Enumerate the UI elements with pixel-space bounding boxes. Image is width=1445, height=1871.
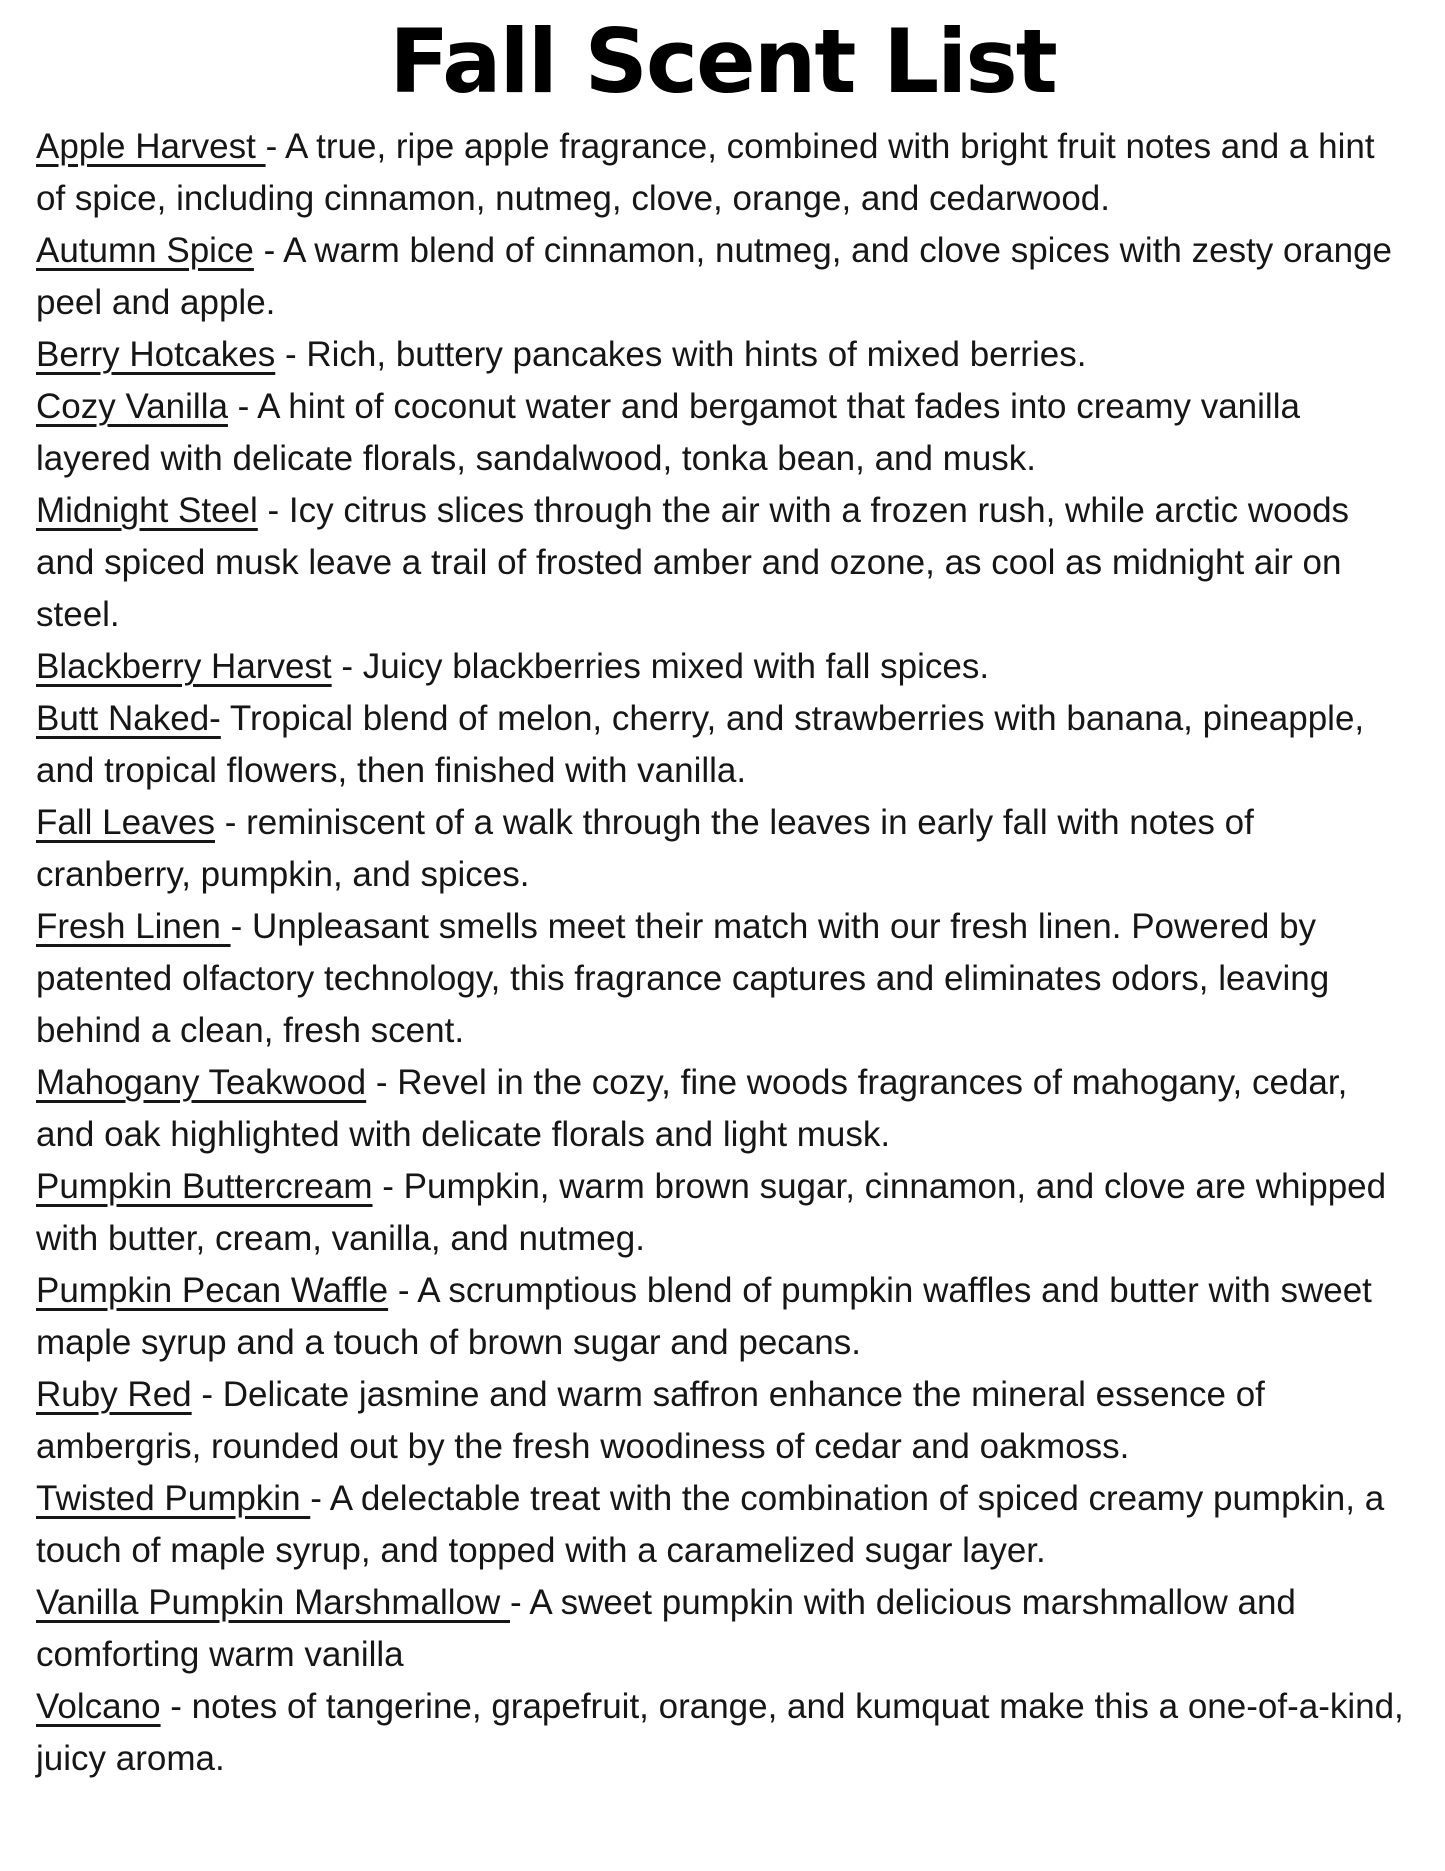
scent-description: - Rich, buttery pancakes with hints of mixed berries. [275,334,1087,374]
page-title: Fall Scent List [389,10,1056,113]
scent-entry-ruby-red [36,1369,1409,1473]
scent-entry-butt-naked [36,693,1409,797]
scent-description: - A hint of coconut water and bergamot that fades into creamy vanilla layered with delicate florals, sandalwood, tonka bean, and musk. [36,386,1300,478]
scent-name: Fresh Linen [36,906,231,946]
scent-entry-volcano [36,1681,1409,1785]
scent-entry-pumpkin-buttercream [36,1161,1409,1265]
scent-name: Berry Hotcakes [36,334,276,374]
scent-description: - A warm blend of cinnamon, nutmeg, and clove spices with zesty orange peel and apple. [36,230,1393,322]
scent-name: Blackberry Harvest [36,646,332,686]
scent-entry-midnight-steel [36,485,1409,641]
scent-entry-fresh-linen [36,901,1409,1057]
scent-entry-berry-hotcakes [36,329,1409,381]
scent-name: Autumn Spice [36,230,254,270]
scent-name: Volcano [36,1686,161,1726]
scent-entry-cozy-vanilla [36,381,1409,485]
scent-name: Pumpkin Buttercream [36,1166,373,1206]
scent-entry-vanilla-pumpkin-marshmallow [36,1577,1409,1681]
scent-entry-autumn-spice [36,225,1409,329]
scent-name: Apple Harvest [36,126,266,166]
scent-name: Ruby Red [36,1374,192,1414]
scent-entry-blackberry-harvest [36,641,1409,693]
scent-name: Mahogany Teakwood [36,1062,367,1102]
scent-name: Pumpkin Pecan Waffle [36,1270,389,1310]
scent-name: Twisted Pumpkin [36,1478,311,1518]
scent-entry-mahogany-teakwood [36,1057,1409,1161]
scent-description: - Juicy blackberries mixed with fall spices. [331,646,990,686]
scent-description: - A delectable treat with the combination of spiced creamy pumpkin, a touch of maple syrup, and topped with a caramelized sugar layer. [36,1478,1385,1570]
scent-description: Tropical blend of melon, cherry, and strawberries with banana, pineapple, and tropical flowers, then finished with vanilla. [36,698,1365,790]
scent-description: - A true, ripe apple fragrance, combined with bright fruit notes and a hint of spice, including cinnamon, nutmeg, clove, orange, and cedarwood. [36,126,1375,218]
scent-entry-pumpkin-pecan-waffle [36,1265,1409,1369]
scent-name: Vanilla Pumpkin Marshmallow [36,1582,510,1622]
scent-name: Cozy Vanilla [36,386,228,426]
scent-description: - Pumpkin, warm brown sugar, cinnamon, and clove are whipped with butter, cream, vanilla, and nutmeg. [36,1166,1387,1258]
scent-entry-twisted-pumpkin [36,1473,1409,1577]
scent-description: - Icy citrus slices through the air with a frozen rush, while arctic woods and spiced musk leave a trail of frosted amber and ozone, as cool as midnight air on steel. [36,490,1350,634]
scent-entry-fall-leaves [36,797,1409,901]
scent-list [0,121,1445,1785]
scent-description: - A scrumptious blend of pumpkin waffles and butter with sweet maple syrup and a touch of brown sugar and pecans. [36,1270,1372,1362]
scent-description: - notes of tangerine, grapefruit, orange, and kumquat make this a one-of-a-kind, juicy aroma. [36,1686,1404,1778]
scent-description: - Revel in the cozy, fine woods fragrances of mahogany, cedar, and oak highlighted with delicate florals and light musk. [36,1062,1348,1154]
scent-name: Butt Naked- [36,698,221,738]
scent-description: - Unpleasant smells meet their match with our fresh linen. Powered by patented olfactory technology, this fragrance captures and eliminates odors, leaving behind a clean, fresh scent. [36,906,1330,1050]
scent-description: - Delicate jasmine and warm saffron enhance the mineral essence of ambergris, rounded out by the fresh woodiness of cedar and oakmoss. [36,1374,1265,1466]
scent-description: - reminiscent of a walk through the leaves in early fall with notes of cranberry, pumpkin, and spices. [36,802,1254,894]
scent-entry-apple-harvest [36,121,1409,225]
scent-name: Fall Leaves [36,802,215,842]
scent-name: Midnight Steel [36,490,258,530]
scent-description: - A sweet pumpkin with delicious marshmallow and comforting warm vanilla [36,1582,1296,1674]
